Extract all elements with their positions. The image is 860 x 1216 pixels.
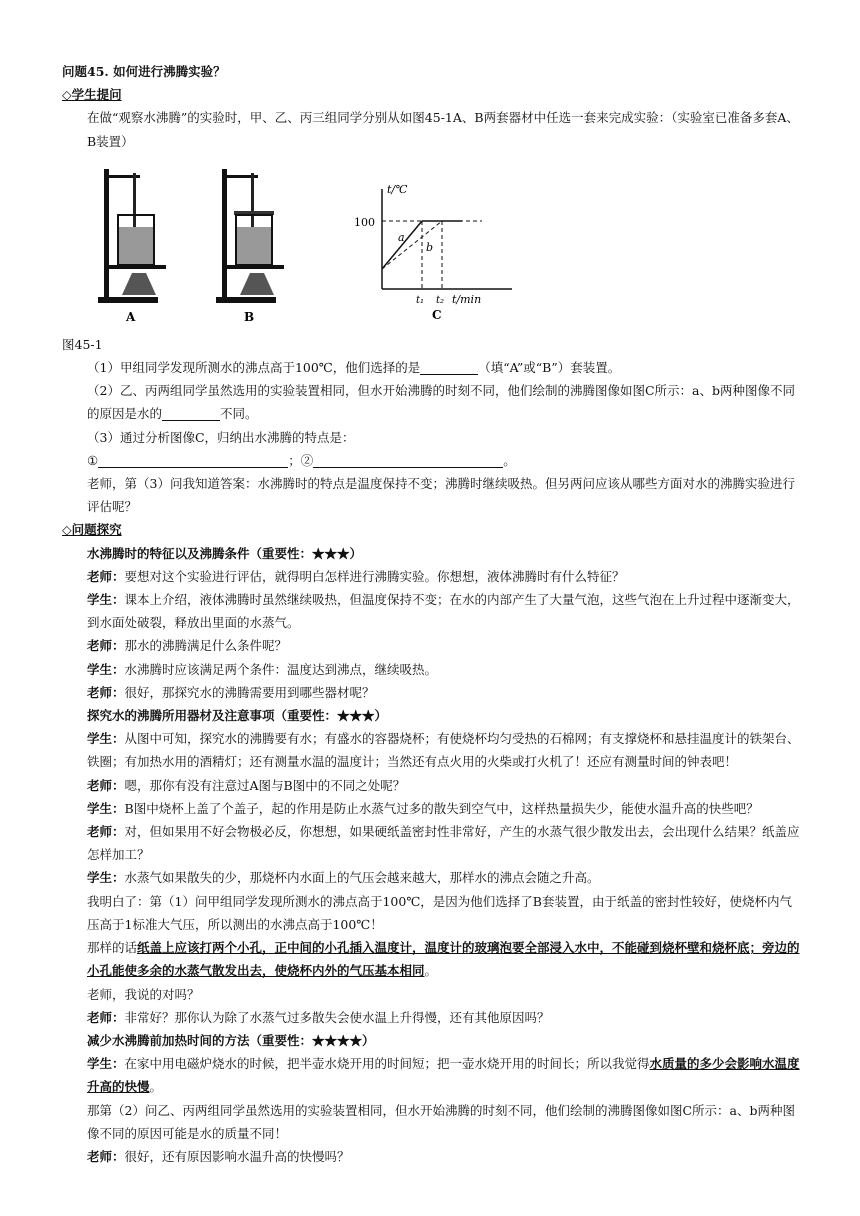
dialogue-3 [62, 634, 802, 657]
speaker-teacher: 老师： [87, 684, 125, 700]
dialogue-text: 水沸腾时应该满足两个条件：温度达到沸点，继续吸热。 [124, 661, 438, 677]
graph-x-axis-label: t/min [452, 292, 482, 306]
answer-separator: ；② [288, 452, 314, 468]
answer-blank-1 [420, 360, 478, 375]
answer-marker-1: ① [87, 452, 99, 468]
dialogue-7 [62, 774, 802, 797]
apparatus-a-label: A [126, 309, 136, 324]
question-2-suffix: 不同。 [220, 406, 258, 422]
figure-45-1 [62, 155, 802, 325]
speaker-student: 学生： [87, 661, 125, 677]
dialogue-text: 要想对这个实验进行评估，就得明白怎样进行沸腾实验。你想想，液体沸腾时有什么特征？ [124, 568, 625, 584]
graph-y-axis-label: t/℃ [387, 182, 408, 196]
graph-line-b-label: b [426, 240, 434, 254]
paragraph-question: 老师，我说的对吗？ [87, 986, 200, 1002]
graph-t2-label: t₂ [436, 294, 445, 306]
paragraph-mass-reason: 那第（2）问乙、丙两组同学虽然选用的实验装置相同，但水开始沸腾的时刻不同，他们绘制的沸腾图像如图C所示：a、b两种图像不同的原因可能是水的质量不同！ [87, 1102, 795, 1141]
dialogue-9 [62, 820, 802, 866]
speaker-teacher: 老师： [87, 824, 125, 840]
paragraph-text: 那样的话 [87, 940, 138, 956]
speaker-teacher: 老师： [87, 1148, 125, 1164]
document-page [62, 60, 802, 1168]
answer-blank-3b [313, 453, 503, 468]
speaker-teacher: 老师： [87, 1009, 125, 1025]
topic-heading-1: 水沸腾时的特征以及沸腾条件（重要性：★★★） [87, 545, 363, 561]
dialogue-text: 水蒸气如果散失的少，那烧杯内水面上的气压会越来越大，那样水的沸点会随之升高。 [124, 870, 600, 886]
speaker-teacher: 老师： [87, 568, 125, 584]
question-title: 问题45. 如何进行沸腾实验？ [62, 64, 226, 79]
dialogue-text: B图中烧杯上盖了个盖子，起的作用是防止水蒸气过多的散失到空气中，这样热量损失少，能使水温升高的快些吧？ [124, 800, 759, 816]
dialogue-1 [62, 565, 802, 588]
dialogue-4 [62, 658, 802, 681]
intro-paragraph [62, 106, 802, 152]
question-1-text: （1）甲组同学发现所测水的沸点高于100℃，他们选择的是 [87, 360, 421, 376]
paragraph-lid-holes [62, 936, 802, 982]
dialogue-6 [62, 727, 802, 773]
speaker-teacher: 老师： [87, 777, 125, 793]
dialogue-12 [62, 1052, 802, 1098]
graph-c-label: C [432, 307, 442, 319]
section-heading-exploration: ◇问题探究 [62, 522, 122, 538]
speaker-student: 学生： [87, 731, 125, 747]
intro-text: 在做“观察水沸腾”的实验时，甲、乙、丙三组同学分别从如图45-1A、B两套器材中任选一套来完成实验：（实验室已准备多套A、B装置） [87, 110, 799, 149]
answer-blank-2 [162, 406, 220, 421]
dialogue-text: 课本上介绍，液体沸腾时虽然继续吸热，但温度保持不变；在水的内部产生了大量气泡，这些气泡在上升过程中逐渐变大，到水面处破裂，释放出里面的水蒸气。 [87, 592, 800, 631]
dialogue-13 [62, 1145, 802, 1168]
topic-heading-2: 探究水的沸腾所用器材及注意事项（重要性：★★★） [87, 708, 388, 724]
graph-line-a-label: a [398, 230, 405, 244]
dialogue-text: 对，但如果用不好会物极必反，你想想，如果硬纸盖密封性非常好，产生的水蒸气很少散发出去，会出现什么结果？纸盖应怎样加工？ [87, 824, 800, 863]
question-1 [62, 356, 802, 379]
dialogue-11 [62, 1006, 802, 1029]
dialogue-text: 在家中用电磁炉烧水的时候，把半壶水烧开用的时间短；把一壶水烧开用的时间长；所以我觉得 [124, 1056, 650, 1072]
dialogue-text: 嗯，那你有没有注意过A图与B图中的不同之处呢？ [124, 777, 406, 793]
paragraph-understanding: 我明白了：第（1）问甲组同学发现所测水的沸点高于100℃，是因为他们选择了B套装置，由于纸盖的密封性较好，使烧杯内气压高于1标准大气压，所以测出的水沸点高于100℃！ [87, 893, 792, 932]
question-1-suffix: （填“A”或“B”）套装置。 [478, 360, 621, 376]
speaker-teacher: 老师： [87, 638, 125, 654]
apparatus-a-diagram [92, 155, 182, 325]
speaker-student: 学生： [87, 800, 125, 816]
paragraph-end: 。 [424, 963, 438, 979]
dialogue-10 [62, 866, 802, 889]
teacher-intro-paragraph: 老师，第（3）问我知道答案：水沸腾时的特点是温度保持不变；沸腾时继续吸热。但另两问应该从哪些方面对水的沸腾实验进行评估呢？ [87, 476, 795, 515]
graph-t1-label: t₁ [416, 294, 425, 306]
figure-caption: 图45-1 [62, 336, 103, 352]
dialogue-text: 非常好？那你认为除了水蒸气过多散失会使水温上升得慢，还有其他原因吗？ [124, 1009, 550, 1025]
apparatus-b-diagram [210, 155, 300, 325]
topic-heading-3: 减少水沸腾前加热时间的方法（重要性：★★★★） [87, 1032, 375, 1048]
dialogue-8 [62, 797, 802, 820]
section-heading-student-question: ◇学生提问 [62, 87, 122, 103]
dialogue-2 [62, 588, 802, 634]
dialogue-end: 。 [149, 1079, 163, 1095]
question-2-text: （2）乙、丙两组同学虽然选用的实验装置相同，但水开始沸腾的时刻不同，他们绘制的沸腾图像如图C所示：a、b两种图像不同的原因是水的 [87, 383, 795, 422]
question-3: （3）通过分析图像C，归纳出水沸腾的特点是： [87, 429, 355, 445]
question-3-answers [62, 449, 802, 472]
speaker-student: 学生： [87, 870, 125, 886]
dialogue-text: 从图中可知，探究水的沸腾要有水；有盛水的容器烧杯；有使烧杯均匀受热的石棉网；有支撑烧杯和悬挂温度计的铁架台、铁圈；有加热水用的酒精灯；还有测量水温的温度计；当然还有点火用的火柴或打火机了！还应有测量时间的钟表吧！ [87, 731, 800, 770]
speaker-student: 学生： [87, 1056, 125, 1072]
boiling-graph-c [352, 169, 522, 319]
apparatus-b-label: B [244, 309, 255, 324]
speaker-student: 学生： [87, 592, 125, 608]
dialogue-text: 很好，还有原因影响水温升高的快慢吗？ [124, 1148, 350, 1164]
dialogue-text: 那水的沸腾满足什么条件呢？ [124, 638, 288, 654]
graph-100-label: 100 [354, 215, 375, 229]
answer-end: 。 [503, 452, 516, 468]
key-point-text: 纸盖上应该打两个小孔，正中间的小孔插入温度计，温度计的玻璃泡要全部浸入水中，不能碰到烧杯壁和烧杯底；旁边的小孔能使多余的水蒸气散发出去，使烧杯内外的气压基本相同 [87, 940, 800, 979]
dialogue-text: 很好，那探究水的沸腾需要用到哪些器材呢？ [124, 684, 375, 700]
question-2 [62, 379, 802, 425]
key-point-text: 水质量的多少会影响水温度升高的快慢 [87, 1056, 800, 1095]
dialogue-5 [62, 681, 802, 704]
answer-blank-3a [98, 453, 288, 468]
